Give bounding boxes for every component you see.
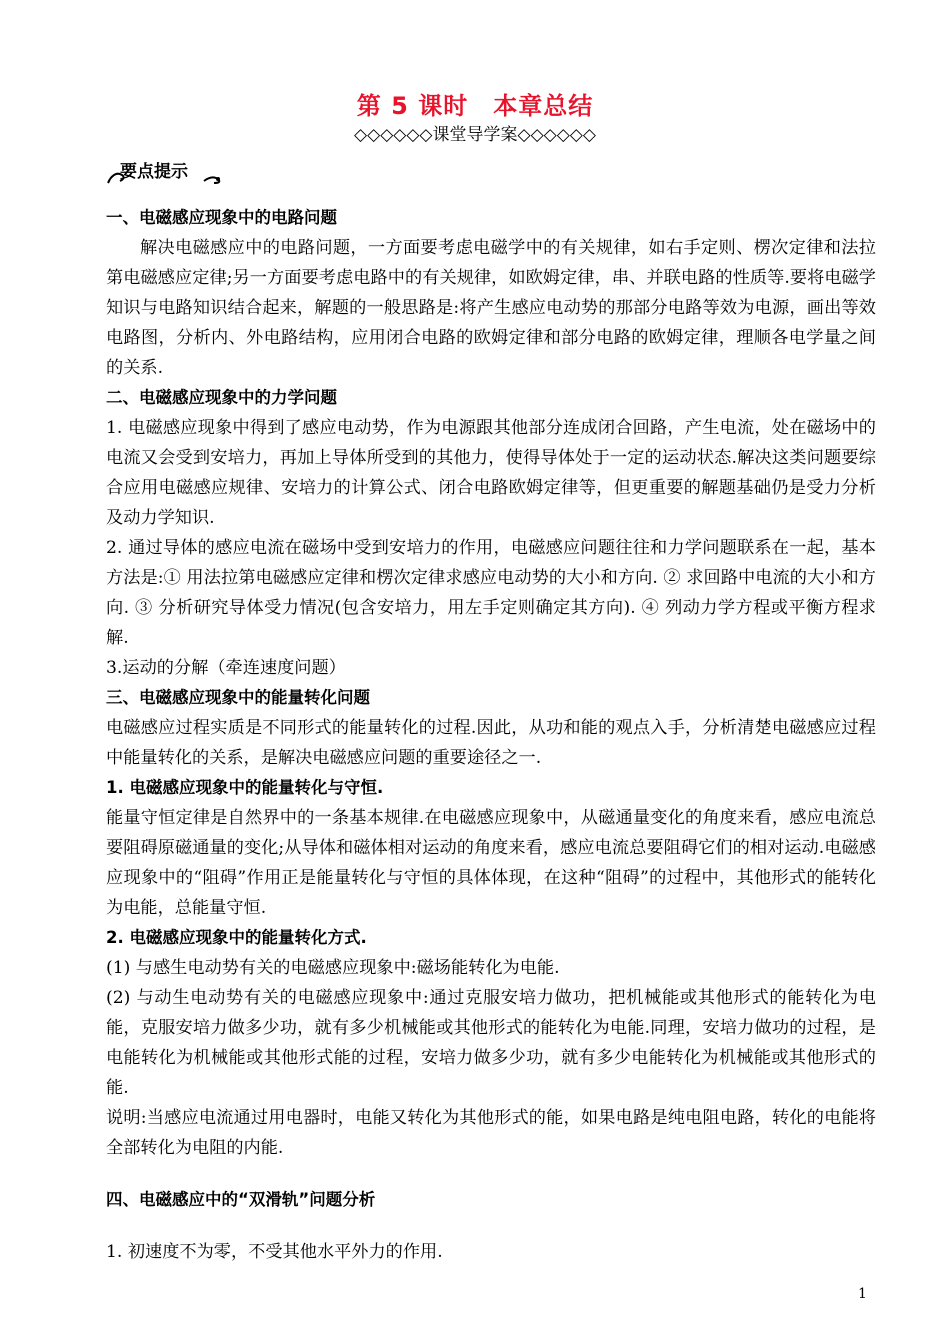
- paragraph: 能量守恒定律是自然界中的一条基本规律.在电磁感应现象中，从磁通量变化的角度来看，感应电流总要阻碍原磁通量的变化;从导体和磁体相对运动的角度来看，感应电流总要阻碍它们的相对运动.电磁感应现象中的“阻碍”作用正是能量转化与守恒的具体体现，在这种“阻碍”的过程中，其他形式的能转化为电能，总能量守恒.: [106, 808, 876, 918]
- subsection-heading: 1. 电磁感应现象中的能量转化与守恒.: [106, 778, 384, 797]
- paragraph: (1) 与感生电动势有关的电磁感应现象中:磁场能转化为电能.: [106, 958, 560, 978]
- subsection-heading: 2. 电磁感应现象中的能量转化方式.: [106, 928, 367, 947]
- page-title: 第 5 课时 本章总结: [356, 92, 594, 120]
- paragraph: 电磁感应过程实质是不同形式的能量转化的过程.因此，从功和能的观点入手，分析清楚电磁感应过程中能量转化的关系，是解决电磁感应问题的重要途径之一.: [106, 718, 876, 768]
- paragraph: 解决电磁感应中的电路问题，一方面要考虑电磁学中的有关规律，如右手定则、楞次定律和法拉第电磁感应定律;另一方面要考虑电路中的有关规律，如欧姆定律，串、并联电路的性质等.要将电磁学知识与电路知识结合起来，解题的一般思路是:将产生感应电动势的那部分电路等效为电源，画出等效电路图，分析内、外电路结构，应用闭合电路的欧姆定律和部分电路的欧姆定律，理顺各电学量之间的关系.: [106, 238, 876, 378]
- keypoint-banner: [106, 157, 236, 187]
- paragraph: 2. 通过导体的感应电流在磁场中受到安培力的作用，电磁感应问题往往和力学问题联系在一起，基本方法是:① 用法拉第电磁感应定律和楞次定律求感应电动势的大小和方向. ② 求回路中电流的大小和方向. ③ 分析研究导体受力情况(包含安培力，用左手定则确定其方向). ④ 列动力学方程或平衡方程求解.: [106, 538, 876, 648]
- paragraph: 3.运动的分解（牵连速度问题）: [106, 658, 346, 678]
- paragraph: 1. 初速度不为零，不受其他水平外力的作用.: [106, 1242, 443, 1262]
- keypoint-label: 要点提示: [120, 162, 188, 182]
- spacer: [106, 1215, 876, 1237]
- paragraph: 1. 电磁感应现象中得到了感应电动势，作为电源跟其他部分连成闭合回路，产生电流，处在磁场中的电流又会受到安培力，再加上导体所受到的其他力，使得导体处于一定的运动状态.解决这类问题要综合应用电磁感应规律、安培力的计算公式、闭合电路欧姆定律等，但更重要的解题基础仍是受力分析及动力学知识.: [106, 418, 876, 528]
- page-subtitle: ◇◇◇◇◇◇课堂导学案◇◇◇◇◇◇: [354, 125, 596, 145]
- paragraph: 说明:当感应电流通过用电器时，电能又转化为其他形式的能，如果电路是纯电阻电路，转化的电能将全部转化为电阻的内能.: [106, 1108, 876, 1158]
- section-heading: 三、电磁感应现象中的能量转化问题: [106, 688, 370, 707]
- spacer: [106, 1163, 876, 1185]
- section-heading: 二、电磁感应现象中的力学问题: [106, 388, 337, 407]
- section-heading: 四、电磁感应中的“双滑轨”问题分析: [106, 1190, 376, 1209]
- section-heading: 一、电磁感应现象中的电路问题: [106, 208, 337, 227]
- paragraph: (2) 与动生电动势有关的电磁感应现象中:通过克服安培力做功，把机械能或其他形式的能转化为电能，克服安培力做多少功，就有多少机械能或其他形式的能转化为电能.同理，安培力做功的过程，是电能转化为机械能或其他形式能的过程，安培力做多少功，就有多少电能转化为机械能或其他形式的能.: [106, 988, 876, 1098]
- page-number: 1: [858, 1286, 867, 1302]
- document-body: [106, 203, 876, 1267]
